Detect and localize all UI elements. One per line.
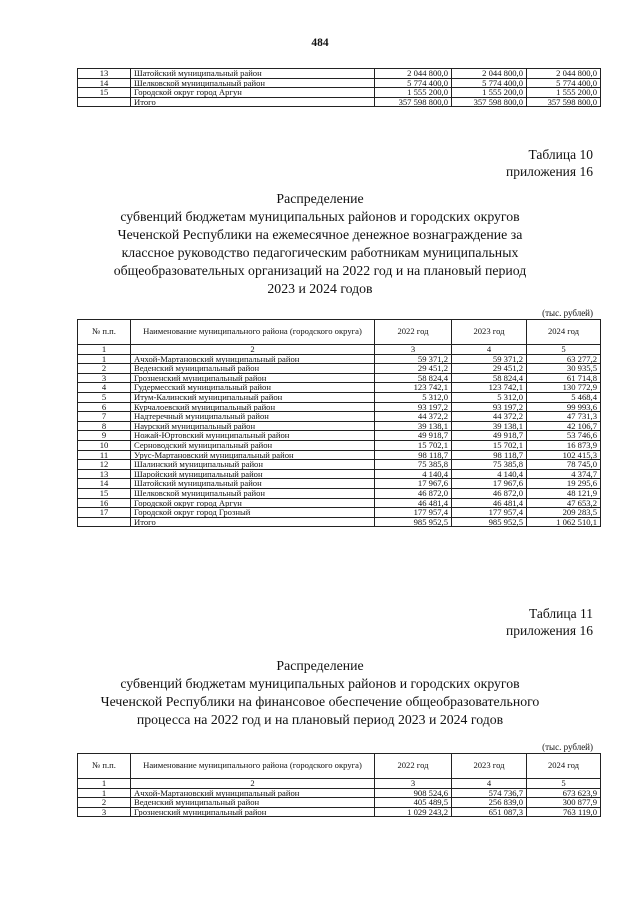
municipality-name: Курчалоевский муниципальный район: [131, 402, 375, 412]
value-2022: 123 742,1: [375, 383, 452, 393]
row-number: 1: [78, 788, 131, 798]
value-2023: 44 372,2: [452, 412, 527, 422]
value-2022: 98 118,7: [375, 450, 452, 460]
row-number: 2: [78, 364, 131, 374]
value-2022: 405 489,5: [375, 798, 452, 808]
value-2023: 177 957,4: [452, 508, 527, 518]
municipality-name: Городской округ город Грозный: [131, 508, 375, 518]
value-2023: 15 702,1: [452, 440, 527, 450]
column-number: 5: [527, 779, 601, 789]
column-number: 5: [527, 345, 601, 355]
value-2022: 1 555 200,0: [375, 88, 452, 98]
value-2023: 59 371,2: [452, 354, 527, 364]
value-2022: 59 371,2: [375, 354, 452, 364]
value-2022: 357 598 800,0: [375, 97, 452, 107]
table-row: [78, 798, 601, 808]
table10-label-line2: приложения 16: [505, 164, 593, 179]
table-row: [78, 498, 601, 508]
table10-label: [506, 146, 593, 180]
municipality-name: Грозненский муниципальный район: [131, 807, 375, 817]
value-2022: 75 385,8: [375, 460, 452, 470]
heading-line: Распределение: [276, 191, 364, 206]
value-2023: 985 952,5: [452, 517, 527, 527]
table10: [77, 319, 601, 527]
table-row: [78, 78, 601, 88]
value-2023: 75 385,8: [452, 460, 527, 470]
heading-line: Распределение: [276, 658, 364, 673]
value-2024: 357 598 800,0: [527, 97, 601, 107]
heading-line: классное руководство педагогическим работникам муниципальных: [121, 245, 519, 260]
header-no: № п.п.: [78, 754, 131, 779]
row-number: 5: [78, 392, 131, 402]
header-no: № п.п.: [78, 320, 131, 345]
table-row: [78, 788, 601, 798]
municipality-name: Грозненский муниципальный район: [131, 373, 375, 383]
value-2024: 1 555 200,0: [527, 88, 601, 98]
table-row: [78, 69, 601, 79]
value-2022: 46 481,4: [375, 498, 452, 508]
table-row: [78, 469, 601, 479]
row-number: 7: [78, 412, 131, 422]
value-2023: 574 736,7: [452, 788, 527, 798]
column-number-row: [78, 779, 601, 789]
row-number: [78, 97, 131, 107]
value-2023: 29 451,2: [452, 364, 527, 374]
row-number: 15: [78, 488, 131, 498]
municipality-name: Городской округ город Аргун: [131, 498, 375, 508]
value-2023: 17 967,6: [452, 479, 527, 489]
value-2024: 63 277,2: [527, 354, 601, 364]
value-2023: 357 598 800,0: [452, 97, 527, 107]
value-2022: 58 824,4: [375, 373, 452, 383]
value-2023: 98 118,7: [452, 450, 527, 460]
table-row: [78, 97, 601, 107]
value-2023: 256 839,0: [452, 798, 527, 808]
value-2024: 30 935,5: [527, 364, 601, 374]
municipality-name: Урус-Мартановский муниципальный район: [131, 450, 375, 460]
value-2024: 19 295,6: [527, 479, 601, 489]
value-2022: 1 029 243,2: [375, 807, 452, 817]
table-row: [78, 807, 601, 817]
value-2023: 39 138,1: [452, 421, 527, 431]
column-number: 2: [131, 345, 375, 355]
page-number: 484: [311, 37, 329, 49]
row-number: 14: [78, 78, 131, 88]
header-2023: 2023 год: [452, 320, 527, 345]
header-row: [78, 320, 601, 345]
row-number: 6: [78, 402, 131, 412]
value-2024: 4 374,7: [527, 469, 601, 479]
value-2023: 49 918,7: [452, 431, 527, 441]
header-2022: 2022 год: [375, 754, 452, 779]
value-2024: 48 121,9: [527, 488, 601, 498]
column-number: 4: [452, 779, 527, 789]
table10-heading: [60, 190, 580, 298]
table-row: [78, 460, 601, 470]
heading-line: процесса на 2022 год и на плановый период 2023 и 2024 годов: [136, 712, 504, 727]
top-table-body: [78, 69, 601, 107]
value-2024: 42 106,7: [527, 421, 601, 431]
value-2023: 123 742,1: [452, 383, 527, 393]
table-row: [78, 88, 601, 98]
municipality-name: Итого: [131, 517, 375, 527]
table11-label-line1: Таблица 11: [529, 606, 593, 621]
row-number: 13: [78, 69, 131, 79]
value-2022: 93 197,2: [375, 402, 452, 412]
heading-line: Чеченской Республики на ежемесячное денежное вознаграждение за: [117, 227, 523, 242]
value-2022: 985 952,5: [375, 517, 452, 527]
table-row: [78, 517, 601, 527]
value-2024: 16 873,9: [527, 440, 601, 450]
value-2023: 46 872,0: [452, 488, 527, 498]
value-2023: 5 312,0: [452, 392, 527, 402]
table11-label-line2: приложения 16: [505, 623, 593, 638]
row-number: 9: [78, 431, 131, 441]
row-number: 17: [78, 508, 131, 518]
table11-label: [506, 605, 593, 639]
value-2022: 908 524,6: [375, 788, 452, 798]
value-2023: 46 481,4: [452, 498, 527, 508]
table-row: [78, 488, 601, 498]
value-2024: 2 044 800,0: [527, 69, 601, 79]
municipality-name: Итого: [131, 97, 375, 107]
value-2023: 1 555 200,0: [452, 88, 527, 98]
column-number: 4: [452, 345, 527, 355]
municipality-name: Шалинский муниципальный район: [131, 460, 375, 470]
value-2023: 651 087,3: [452, 807, 527, 817]
value-2024: 300 877,9: [527, 798, 601, 808]
value-2024: 209 283,5: [527, 508, 601, 518]
column-number: 3: [375, 345, 452, 355]
value-2024: 47 731,3: [527, 412, 601, 422]
table-row: [78, 383, 601, 393]
value-2023: 93 197,2: [452, 402, 527, 412]
row-number: 16: [78, 498, 131, 508]
table11-heading: [60, 657, 580, 729]
municipality-name: Городской округ город Аргун: [131, 88, 375, 98]
row-number: 12: [78, 460, 131, 470]
value-2024: 47 653,2: [527, 498, 601, 508]
value-2022: 5 774 400,0: [375, 78, 452, 88]
value-2022: 4 140,4: [375, 469, 452, 479]
row-number: [78, 517, 131, 527]
row-number: 3: [78, 807, 131, 817]
heading-line: 2023 и 2024 годов: [267, 281, 373, 296]
table-row: [78, 421, 601, 431]
row-number: 15: [78, 88, 131, 98]
municipality-name: Шаройский муниципальный район: [131, 469, 375, 479]
table-row: [78, 508, 601, 518]
header-name: Наименование муниципального района (городского округа): [131, 320, 375, 345]
header-2024: 2024 год: [527, 320, 601, 345]
column-number: 1: [78, 779, 131, 789]
heading-line: общеобразовательных организаций на 2022 год и на плановый период: [113, 263, 527, 278]
value-2022: 46 872,0: [375, 488, 452, 498]
heading-line: субвенций бюджетам муниципальных районов и городских округов: [120, 209, 520, 224]
municipality-name: Ачхой-Мартановский муниципальный район: [131, 788, 375, 798]
value-2024: 5 468,4: [527, 392, 601, 402]
value-2022: 39 138,1: [375, 421, 452, 431]
municipality-name: Шелковской муниципальный район: [131, 488, 375, 498]
municipality-name: Шатойский муниципальный район: [131, 479, 375, 489]
value-2023: 2 044 800,0: [452, 69, 527, 79]
table11: [77, 753, 601, 817]
table-row: [78, 450, 601, 460]
heading-line: Чеченской Республики на финансовое обеспечение общеобразовательного: [100, 694, 540, 709]
municipality-name: Итум-Калинский муниципальный район: [131, 392, 375, 402]
row-number: 11: [78, 450, 131, 460]
table10-units: (тыс. рублей): [542, 308, 593, 318]
value-2024: 1 062 510,1: [527, 517, 601, 527]
value-2022: 2 044 800,0: [375, 69, 452, 79]
municipality-name: Наурский муниципальный район: [131, 421, 375, 431]
column-number: 2: [131, 779, 375, 789]
header-2023: 2023 год: [452, 754, 527, 779]
column-number: 3: [375, 779, 452, 789]
value-2024: 673 623,9: [527, 788, 601, 798]
municipality-name: Серноводский муниципальный район: [131, 440, 375, 450]
value-2023: 5 774 400,0: [452, 78, 527, 88]
value-2022: 5 312,0: [375, 392, 452, 402]
header-2024: 2024 год: [527, 754, 601, 779]
municipality-name: Веденский муниципальный район: [131, 364, 375, 374]
table-row: [78, 354, 601, 364]
row-number: 10: [78, 440, 131, 450]
row-number: 14: [78, 479, 131, 489]
municipality-name: Надтеречный муниципальный район: [131, 412, 375, 422]
table-row: [78, 392, 601, 402]
value-2024: 78 745,0: [527, 460, 601, 470]
value-2024: 102 415,3: [527, 450, 601, 460]
header-2022: 2022 год: [375, 320, 452, 345]
table-row: [78, 364, 601, 374]
value-2022: 17 967,6: [375, 479, 452, 489]
row-number: 8: [78, 421, 131, 431]
table-row: [78, 479, 601, 489]
value-2024: 61 714,8: [527, 373, 601, 383]
row-number: 13: [78, 469, 131, 479]
municipality-name: Ачхой-Мартановский муниципальный район: [131, 354, 375, 364]
table10-body: [78, 320, 601, 527]
table-row: [78, 412, 601, 422]
value-2022: 49 918,7: [375, 431, 452, 441]
value-2024: 5 774 400,0: [527, 78, 601, 88]
value-2024: 130 772,9: [527, 383, 601, 393]
header-name: Наименование муниципального района (городского округа): [131, 754, 375, 779]
municipality-name: Шелковской муниципальный район: [131, 78, 375, 88]
column-number: 1: [78, 345, 131, 355]
value-2022: 15 702,1: [375, 440, 452, 450]
row-number: 3: [78, 373, 131, 383]
value-2024: 763 119,0: [527, 807, 601, 817]
heading-line: субвенций бюджетам муниципальных районов и городских округов: [120, 676, 520, 691]
value-2023: 58 824,4: [452, 373, 527, 383]
table-row: [78, 373, 601, 383]
value-2024: 53 746,6: [527, 431, 601, 441]
table11-units: (тыс. рублей): [542, 742, 593, 752]
header-row: [78, 754, 601, 779]
value-2022: 44 372,2: [375, 412, 452, 422]
table-row: [78, 402, 601, 412]
table10-label-line1: Таблица 10: [528, 147, 593, 162]
municipality-name: Веденский муниципальный район: [131, 798, 375, 808]
row-number: 4: [78, 383, 131, 393]
table11-body: [78, 754, 601, 817]
value-2023: 4 140,4: [452, 469, 527, 479]
value-2024: 99 993,6: [527, 402, 601, 412]
value-2022: 29 451,2: [375, 364, 452, 374]
table-row: [78, 431, 601, 441]
municipality-name: Шатойский муниципальный район: [131, 69, 375, 79]
row-number: 2: [78, 798, 131, 808]
column-number-row: [78, 345, 601, 355]
row-number: 1: [78, 354, 131, 364]
table-row: [78, 440, 601, 450]
top-table: [77, 68, 601, 107]
municipality-name: Гудермесский муниципальный район: [131, 383, 375, 393]
value-2022: 177 957,4: [375, 508, 452, 518]
municipality-name: Ножай-Юртовский муниципальный район: [131, 431, 375, 441]
